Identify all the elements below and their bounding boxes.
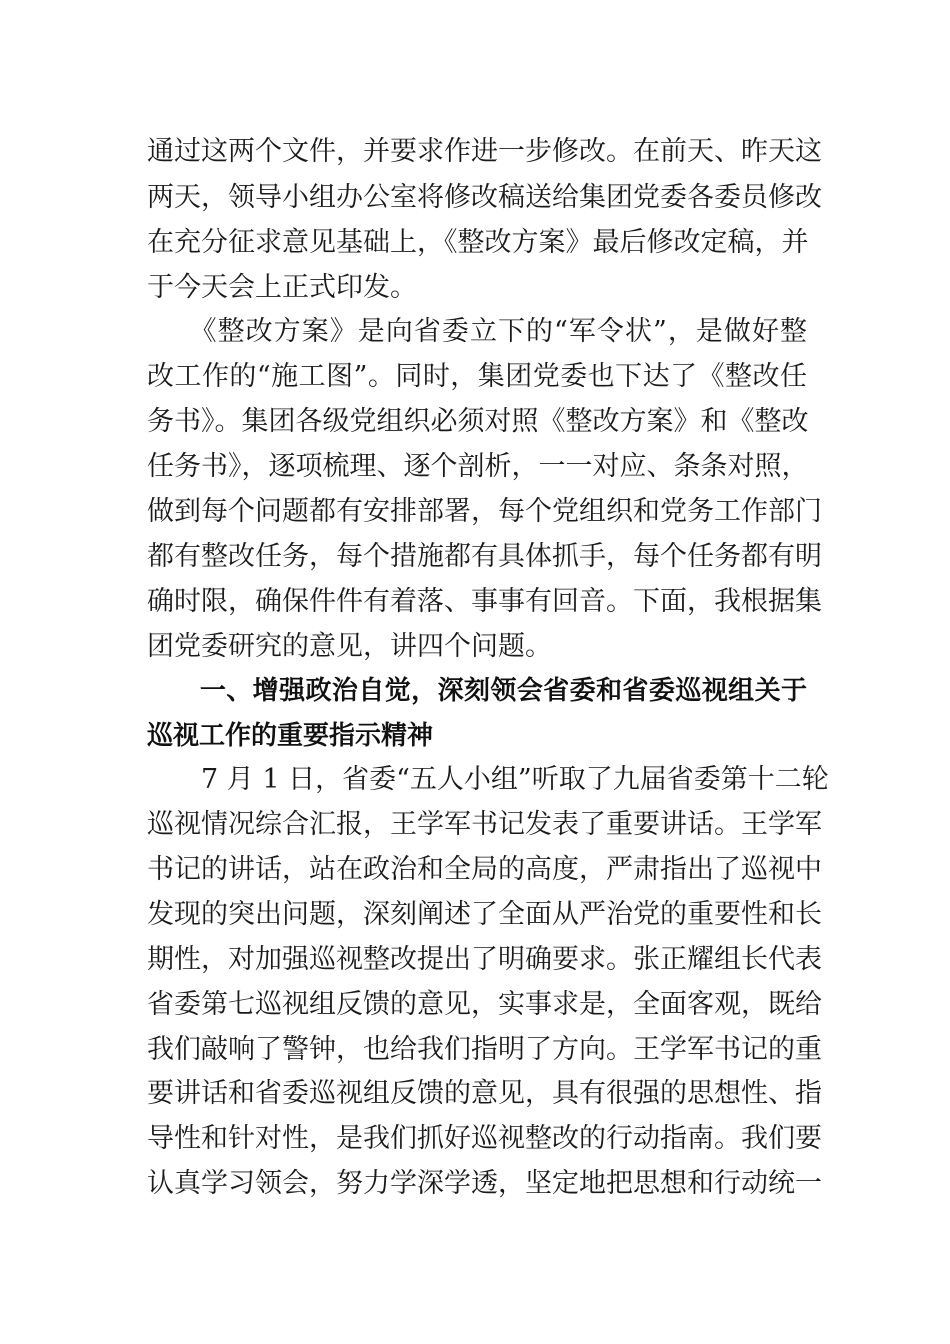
body-text-line: 团党委研究的意见，讲四个问题。 [147, 631, 552, 662]
body-text-line: 期性，对加强巡视整改提出了明确要求。张正耀组长代表 [147, 944, 822, 975]
body-text-line: 任务书》，逐项梳理、逐个剖析，一一对应、条条对照， [147, 451, 809, 482]
body-text-line: 确时限，确保件件有着落、事事有回音。下面，我根据集 [147, 586, 822, 617]
body-text-line: 发现的突出问题，深刻阐述了全面从严治党的重要性和长 [147, 899, 822, 930]
body-text-line: 书记的讲话，站在政治和全局的高度，严肃指出了巡视中 [147, 854, 822, 885]
body-text-line: 做到每个问题都有安排部署，每个党组织和党务工作部门 [147, 496, 822, 527]
body-text-line: 在充分征求意见基础上，《整改方案》最后修改定稿，并 [147, 227, 809, 258]
body-text-line: 两天，领导小组办公室将修改稿送给集团党委各委员修改 [147, 182, 822, 213]
body-text-line: 认真学习领会，努力学深学透，坚定地把思想和行动统一 [147, 1168, 822, 1199]
body-text-line: 我们敲响了警钟，也给我们指明了方向。王学军书记的重 [147, 1034, 822, 1065]
body-text-line: 巡视情况综合汇报，王学军书记发表了重要讲话。王学军 [147, 809, 822, 840]
body-text-line: 通过这两个文件，并要求作进一步修改。在前天、昨天这 [147, 136, 822, 167]
body-text-line: 务书》。集团各级党组织必须对照《整改方案》和《整改 [147, 406, 809, 437]
body-text-line: 《整改方案》是向省委立下的“军令状”，是做好整 [147, 316, 807, 347]
body-text-line: 导性和针对性，是我们抓好巡视整改的行动指南。我们要 [147, 1123, 822, 1154]
body-text-line: 都有整改任务，每个措施都有具体抓手，每个任务都有明 [147, 541, 822, 572]
body-text-line: 改工作的“施工图”。同时，集团党委也下达了《整改任 [147, 361, 807, 392]
body-text-line: 于今天会上正式印发。 [147, 272, 417, 303]
body-text-line: 省委第七巡视组反馈的意见，实事求是，全面客观，既给 [147, 989, 822, 1020]
body-text-line: 要讲话和省委巡视组反馈的意见，具有很强的思想性、指 [147, 1078, 822, 1109]
section-heading-line: 一、增强政治自觉，深刻领会省委和省委巡视组关于 [147, 676, 807, 706]
body-text-line: 7 月 1 日，省委“五人小组”听取了九届省委第十二轮 [147, 764, 829, 795]
section-heading-line: 巡视工作的重要指示精神 [147, 721, 434, 751]
